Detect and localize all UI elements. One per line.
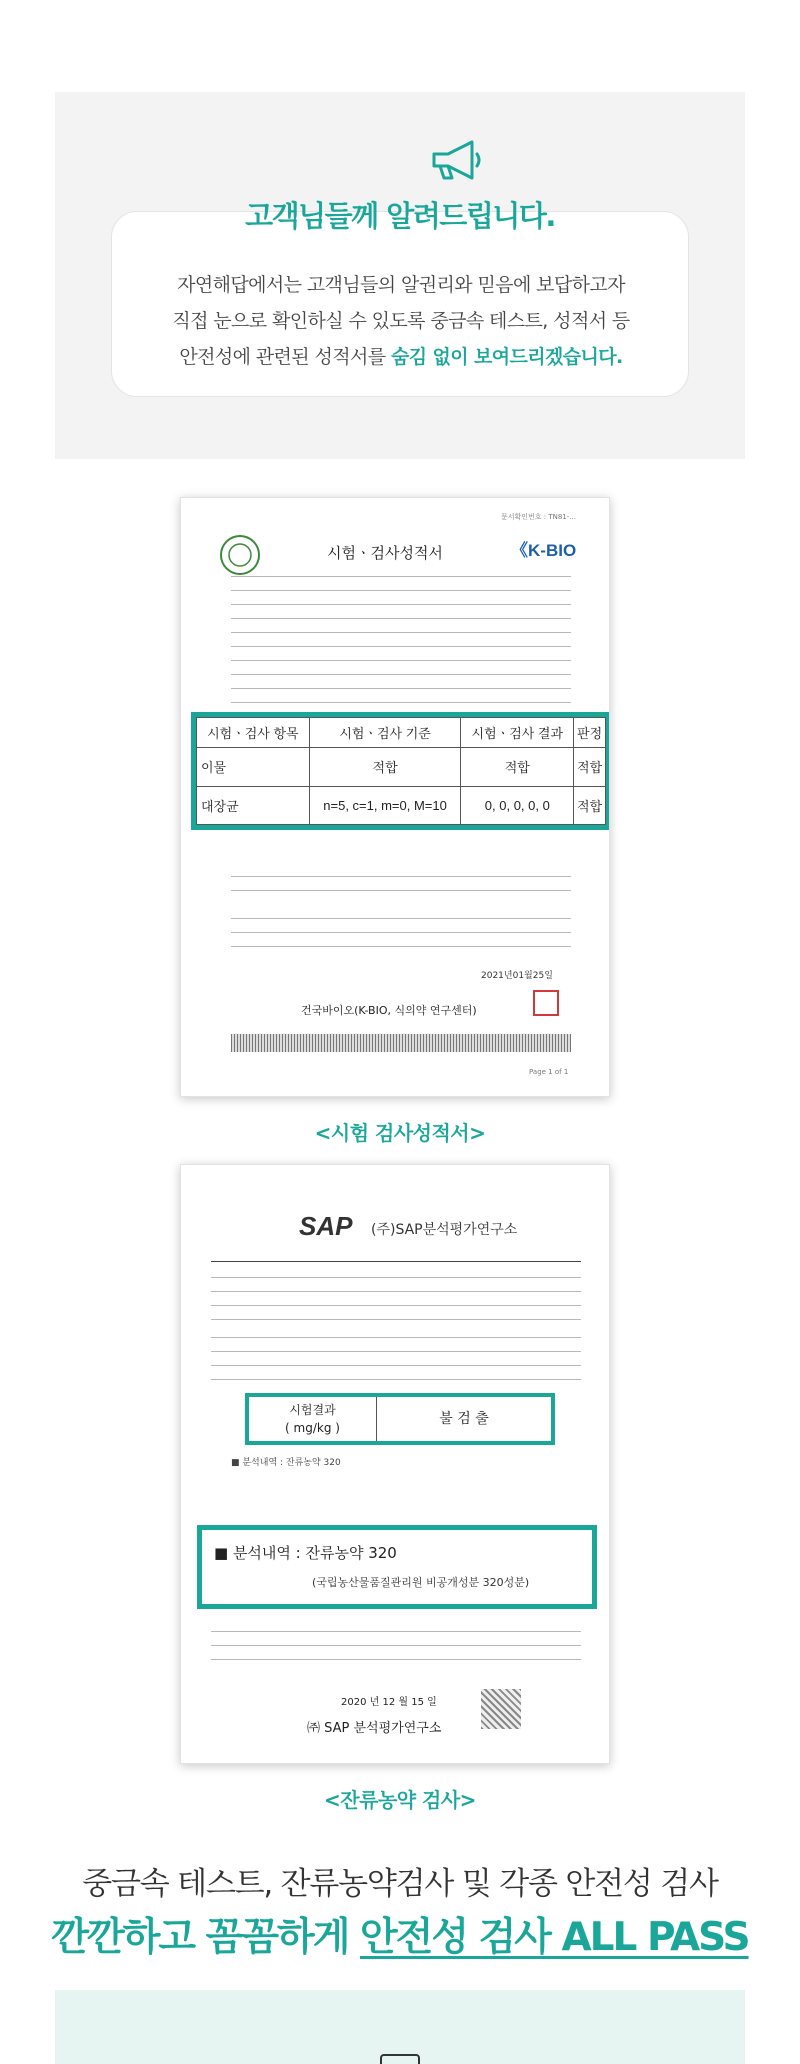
table-cell: 0, 0, 0, 0, 0 [461, 786, 574, 825]
table-cell: 적합 [574, 786, 606, 825]
form-line [211, 1379, 581, 1380]
closing-line-2 [0, 1906, 800, 1962]
megaphone-icon [426, 138, 482, 182]
page-label: Page 1 of 1 [529, 1068, 569, 1076]
result-header-cell [249, 1397, 377, 1441]
pesticide-caption: <잔류농약 검사> [324, 1788, 476, 1812]
form-line [231, 688, 571, 689]
sap-org-name: (주)SAP분석평가연구소 [371, 1222, 518, 1238]
certificate-issuer: 건국바이오(K-BIO, 식의약 연구센터) [301, 1004, 477, 1017]
notice-card [111, 211, 689, 397]
kbio-logo-text: K-BIO [528, 541, 577, 560]
form-line [211, 1305, 581, 1306]
qr-stamp [481, 1689, 521, 1729]
certificate-caption: <시험 검사성적서> [314, 1121, 486, 1145]
notice-title: 고객님들께 알려드립니다. [245, 199, 555, 233]
form-line [211, 1277, 581, 1278]
results-header-cell: 시험ㆍ검사 항목 [197, 718, 310, 748]
form-line [211, 1351, 581, 1352]
analysis-highlight-frame [197, 1525, 597, 1609]
results-header-cell: 판정 [574, 718, 606, 748]
form-line [211, 1659, 581, 1660]
result-highlight-frame [245, 1393, 555, 1445]
notice-highlight: 숨김 없이 보여드리겠습니다. [390, 346, 623, 368]
form-line [211, 1261, 581, 1262]
notice-section [55, 92, 745, 459]
table-cell: 적합 [461, 748, 574, 787]
result-value: 불 검 출 [439, 1411, 489, 1427]
form-line [211, 1291, 581, 1292]
form-line [211, 1337, 581, 1338]
form-line [211, 1365, 581, 1366]
form-line [211, 1631, 581, 1632]
official-stamp [533, 990, 559, 1016]
form-line [231, 918, 571, 919]
form-line [231, 576, 571, 577]
form-line [231, 946, 571, 947]
form-line [211, 1319, 581, 1320]
analysis-note: (국립농산물품질관리원 비공개성분 320성분) [312, 1576, 530, 1589]
pesticide-report-image [180, 1164, 610, 1764]
results-highlight-frame [191, 712, 610, 830]
notice-body [112, 267, 690, 375]
notice-line-1: 자연해답에서는 고객님들의 알권리와 믿음에 보답하고자 [177, 274, 625, 296]
analysis-label: ■ 분석내역 : 잔류농약 320 [214, 1544, 397, 1562]
table-row [197, 786, 606, 825]
result-unit: ( mg/kg ) [285, 1421, 340, 1435]
result-header: 시험결과 [289, 1403, 336, 1417]
results-header-row [197, 718, 606, 748]
results-header-cell: 시험ㆍ검사 결과 [461, 718, 574, 748]
form-line [231, 660, 571, 661]
barcode-strip [231, 1034, 571, 1052]
table-cell: 적합 [309, 748, 461, 787]
form-line [231, 590, 571, 591]
form-line [231, 646, 571, 647]
certificate-issue-date: 2021년01월25일 [481, 971, 553, 981]
notice-line-3 [112, 339, 690, 375]
form-line [231, 702, 571, 703]
table-row [197, 748, 606, 787]
table-cell: 대장균 [197, 786, 310, 825]
test-certificate-image [180, 497, 610, 1097]
certificate-doc-title: 시험ㆍ검사성적서 [327, 544, 443, 562]
closing-line-2-text: 깐깐하고 꼼꼼하게 [51, 1915, 360, 1960]
kbio-mark-icon: 《 [511, 541, 528, 560]
report-footer-org: ㈜ SAP 분석평가연구소 [307, 1721, 442, 1736]
closing-line-1: 중금속 테스트, 잔류농약검사 및 각종 안전성 검사 [82, 1866, 718, 1902]
table-cell: n=5, c=1, m=0, M=10 [309, 786, 461, 825]
form-line [231, 632, 571, 633]
form-line [211, 1645, 581, 1646]
form-line [231, 674, 571, 675]
form-line [231, 890, 571, 891]
next-section-band [55, 1990, 745, 2064]
form-line [231, 618, 571, 619]
results-table [196, 717, 606, 825]
results-header-cell: 시험ㆍ검사 기준 [309, 718, 461, 748]
certification-seal-icon [219, 534, 261, 576]
sap-logo: SAP [299, 1211, 353, 1241]
form-line [231, 876, 571, 877]
box-icon [380, 2054, 420, 2064]
table-cell: 이물 [197, 748, 310, 787]
all-pass-text: 안전성 검사 ALL PASS [359, 1915, 749, 1960]
analysis-label-small: ■ 분석내역 : 잔류농약 320 [231, 1458, 341, 1468]
table-cell: 적합 [574, 748, 606, 787]
doc-ref-number: 문서확인번호 : TN81-... [501, 513, 577, 521]
notice-line-3-text: 안전성에 관련된 성적서를 [179, 346, 391, 368]
notice-line-2: 직접 눈으로 확인하실 수 있도록 중금속 테스트, 성적서 등 [172, 310, 630, 332]
form-line [231, 932, 571, 933]
kbio-logo [511, 536, 576, 561]
report-date: 2020 년 12 월 15 일 [341, 1697, 437, 1708]
form-line [231, 604, 571, 605]
